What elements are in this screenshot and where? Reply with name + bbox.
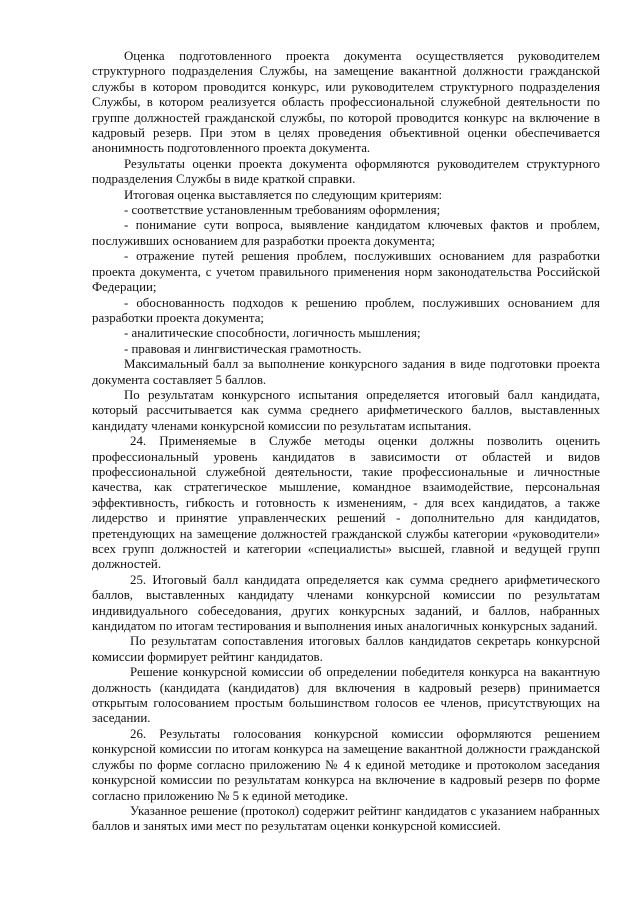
- paragraph-max-score: Максимальный балл за выполнение конкурсного задания в виде подготовки проекта документа составляет 5 баллов.: [92, 357, 600, 387]
- paragraph-rating: По результатам сопоставления итоговых баллов кандидатов секретарь конкурсной комиссии формирует рейтинг кандидатов.: [92, 634, 600, 664]
- criterion-solutions: - отражение путей решения проблем, послуживших основанием для разработки проекта документа, с учетом правильного применения норм законодательства Российской Федерации;: [92, 249, 600, 295]
- paragraph-26-voting: 26. Результаты голосования конкурсной комиссии оформляются решением конкурсной комиссии по итогам конкурса на замещение вакантной должности гражданской службы по форме согласно приложению № 4 к единой методике и протоколом заседания конкурсной комиссии по результатам конкурса на включение в кадровый резерв по форме согласно приложению № 5 к единой методике.: [92, 726, 600, 803]
- criterion-formatting: - соответствие установленным требованиям оформления;: [124, 203, 441, 218]
- paragraph-25-total-score: 25. Итоговый балл кандидата определяется как сумма среднего арифметического баллов, выставленных кандидату членами конкурсной комиссии по результатам индивидуального собеседования, других конкурсных заданий, и баллов, набранных кандидатом по итогам тестирования и выполнения иных аналогичных конкурсных заданий.: [92, 572, 600, 634]
- criterion-understanding: - понимание сути вопроса, выявление кандидатом ключевых фактов и проблем, послуживших основанием для разработки проекта документа;: [92, 218, 600, 248]
- document-page: [92, 49, 600, 835]
- paragraph-evaluation-results: Результаты оценки проекта документа оформляются руководителем структурного подразделения Службы в виде краткой справки.: [92, 156, 600, 187]
- criterion-justification: - обоснованность подходов к решению проблем, послуживших основанием для разработки проекта документа;: [92, 295, 600, 325]
- criterion-analytical: - аналитические способности, логичность мышления;: [124, 326, 421, 341]
- paragraph-evaluation-by-head: Оценка подготовленного проекта документа осуществляется руководителем структурного подразделения Службы, на замещение вакантной должности гражданской службы в котором проводится конкурс, или руководителем структурного подразделения Службы, в котором реализуется область профессиональной служебной деятельности по группе должностей гражданской службы, по которой проводится конкурс на включение в кадровый резерв. При этом в целях проведения объективной оценки обеспечивается анонимность подготовленного проекта документа.: [92, 49, 600, 156]
- criterion-literacy: - правовая и лингвистическая грамотность.: [124, 341, 362, 356]
- paragraph-criteria-intro: Итоговая оценка выставляется по следующим критериям:: [124, 187, 443, 202]
- paragraph-24-methods: 24. Применяемые в Службе методы оценки должны позволить оценить профессиональный уровень кандидатов в зависимости от областей и видов профессиональной служебной деятельности, такие профессиональные и личностные качества, как стратегическое мышление, командное взаимодействие, персональная эффективность, гибкость и готовность к изменениям, - для всех кандидатов, а также лидерство и принятие управленческих решений - дополнительно для кандидатов, претендующих на замещение должностей гражданской службы категории «руководители» всех групп должностей и категории «специалисты» высшей, главной и ведущей групп должностей.: [92, 434, 600, 572]
- paragraph-final-score: По результатам конкурсного испытания определяется итоговый балл кандидата, который рассчитывается как сумма среднего арифметического баллов, выставленных кандидату членами конкурсной комиссии по результатам испытания.: [92, 387, 600, 433]
- paragraph-decision: Решение конкурсной комиссии об определении победителя конкурса на вакантную должность (кандидата (кандидатов) для включения в кадровый резерв) принимается открытым голосованием простым большинством голосов ее членов, присутствующих на заседании.: [92, 665, 600, 726]
- paragraph-protocol-rating: Указанное решение (протокол) содержит рейтинг кандидатов с указанием набранных баллов и занятых ими мест по результатам оценки конкурсной комиссией.: [92, 803, 600, 834]
